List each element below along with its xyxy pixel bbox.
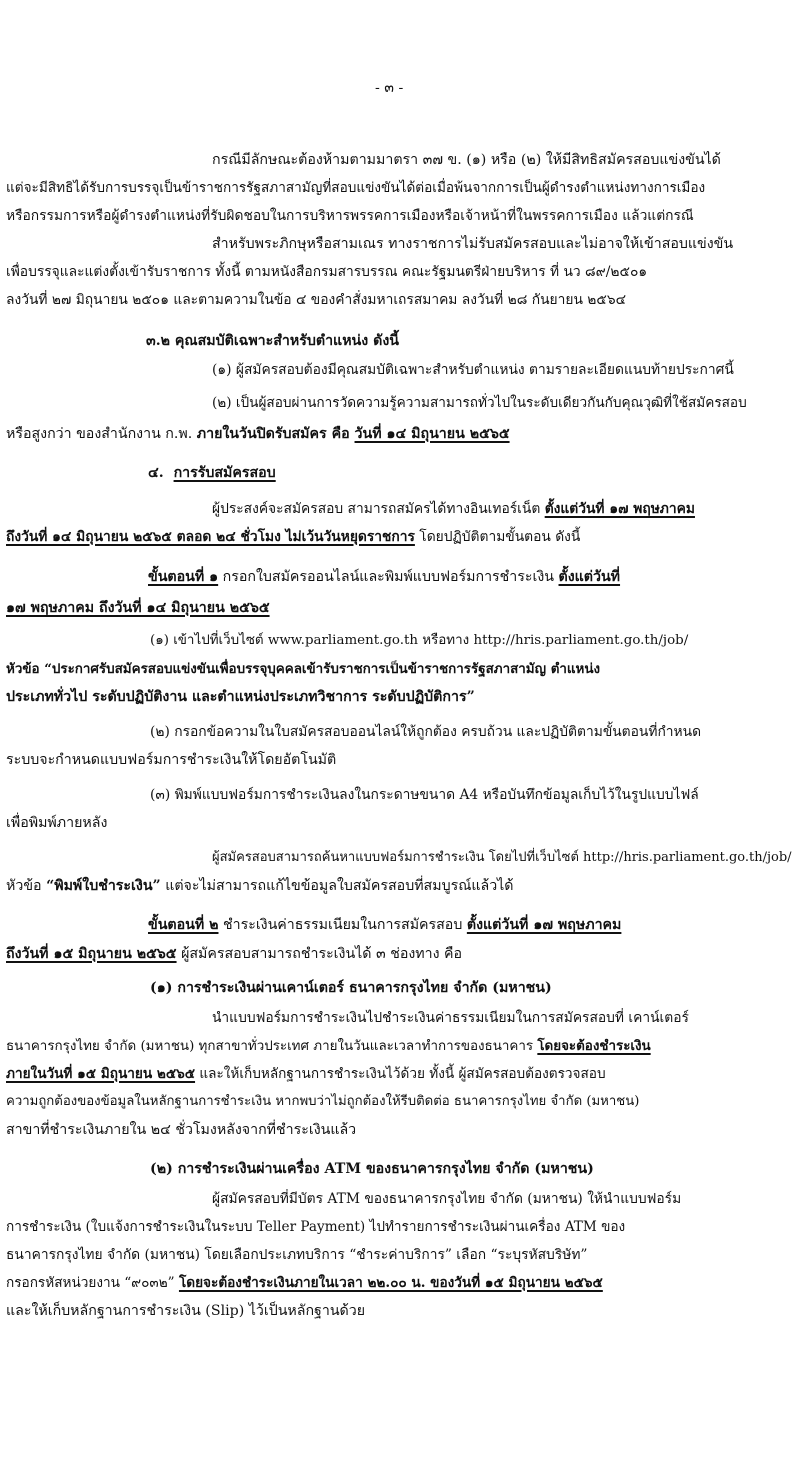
step1-date-range: ๑๗ พฤษภาคม ถึงวันที่ ๑๔ มิถุนายน ๒๕๖๕: [6, 600, 270, 616]
section-4-heading: [148, 463, 276, 483]
section-3-2-item-2-cont: [6, 424, 510, 444]
note-rest: แต่จะไม่สามารถแก้ไขข้อมูลใบสมัครสอบที่สมบูรณ์แล้วได้: [160, 878, 514, 894]
para1-line5: เพื่อบรรจุและแต่งตั้งเข้ารับราชการ ทั้งนี้ ตามหนังสือกรมสารบรรณ คณะรัฐมนตรีฝ่ายบริหาร ที่ นว ๘๙/๒๕๐๑: [6, 264, 648, 280]
step1-item1-line1: (๑) เข้าไปที่เว็บไซต์ www.parliament.go.th หรือทาง http://hris.parliament.go.th/job/: [150, 633, 689, 648]
intro-date-start: ตั้งแต่วันที่ ๑๗ พฤษภาคม: [544, 501, 695, 517]
item-2-cont-plain: หรือสูงกว่า ของสำนักงาน ก.พ.: [6, 426, 197, 442]
step1-item3-line1: (๓) พิมพ์แบบฟอร์มการชำระเงินลงในกระดาษขนาด A4 หรือบันทึกข้อมูลเก็บไว้ในรูปแบบไฟล์: [150, 787, 699, 803]
para1-line2: แต่จะมีสิทธิได้รับการบรรจุเป็นข้าราชการรัฐสภาสามัญที่สอบแข่งขันได้ต่อเมื่อพ้นจากการเป็นผู้ดำรงตำแหน่งทางการเมือง: [6, 180, 706, 196]
step2-label: ขั้นตอนที่ ๒: [148, 917, 219, 933]
note-topic-label: หัวข้อ: [6, 878, 47, 894]
step1-text: กรอกใบสมัครออนไลน์และพิมพ์แบบฟอร์มการชำระเงิน: [218, 569, 559, 585]
channel2-line2: การชำระเงิน (ใบแจ้งการชำระเงินในระบบ Teller Payment) ไปทำรายการชำระเงินผ่านเครื่อง ATM ของ: [6, 1219, 626, 1235]
c1-l3-plain: และให้เก็บหลักฐานการชำระเงินไว้ด้วย ทั้งนี้ ผู้สมัครสอบต้องตรวจสอบ: [195, 1066, 606, 1082]
intro-date-end: ถึงวันที่ ๑๔ มิถุนายน ๒๕๖๕ ตลอด ๒๔ ชั่วโมง ไม่เว้นวันหยุดราชการ: [6, 529, 415, 545]
step2-line1: [148, 915, 621, 935]
section-3-2-item-2: (๒) เป็นผู้สอบผ่านการวัดความรู้ความสามารถทั่วไปในระดับเดียวกันกับคุณวุฒิที่ใช้สมัครสอบ: [212, 395, 747, 411]
step1-item3-line2: เพื่อพิมพ์ภายหลัง: [6, 815, 108, 831]
step1-line1: [148, 567, 620, 587]
c1-l2-bold: โดยจะต้องชำระเงิน: [537, 1038, 651, 1054]
channel1-line4: ความถูกต้องของข้อมูลในหลักฐานการชำระเงิน หากพบว่าไม่ถูกต้องให้รีบติดต่อ ธนาคารกรุงไทย จำกัด (มหาชน): [6, 1094, 640, 1109]
step2-line2: [6, 944, 462, 964]
para1-line6: ลงวันที่ ๒๗ มิถุนายน ๒๕๐๑ และตามความในข้อ ๔ ของคำสั่งมหาเถรสมาคม ลงวันที่ ๒๘ กันยายน ๒๕๖๔: [6, 292, 627, 308]
step2-date-end: ถึงวันที่ ๑๕ มิถุนายน ๒๕๖๕: [6, 946, 177, 962]
c1-deadline: ภายในวันที่ ๑๕ มิถุนายน ๒๕๖๕: [6, 1066, 196, 1082]
para1-line3: หรือกรรมการหรือผู้ดำรงตำแหน่งที่รับผิดชอบในการบริหารพรรคการเมืองหรือเจ้าหน้าที่ในพรรคการเมือง แล้วแต่กรณี: [6, 208, 694, 224]
step1-item1-line3: ประเภททั่วไป ระดับปฏิบัติงาน และตำแหน่งประเภทวิชาการ ระดับปฏิบัติการ”: [6, 689, 475, 705]
step1-label: ขั้นตอนที่ ๑: [148, 569, 219, 585]
para1-line4: สำหรับพระภิกษุหรือสามเณร ทางราชการไม่รับสมัครสอบและไม่อาจให้เข้าสอบแข่งขัน: [212, 236, 734, 252]
c1-l2-plain: ธนาคารกรุงไทย จำกัด (มหาชน) ทุกสาขาทั่วประเทศ ภายในวันและเวลาทำการของธนาคาร: [6, 1039, 538, 1054]
channel2-line5: และให้เก็บหลักฐานการชำระเงิน (Slip) ไว้เป็นหลักฐานด้วย: [6, 1303, 366, 1319]
section-4-title: การรับสมัครสอบ: [173, 465, 276, 481]
closing-date: วันที่ ๑๔ มิถุนายน ๒๕๖๕: [354, 426, 510, 442]
step2-text: ชำระเงินค่าธรรมเนียมในการสมัครสอบ: [218, 917, 467, 933]
page-number: - ๓ -: [375, 80, 404, 96]
channel2-line3: ธนาคารกรุงไทย จำกัด (มหาชน) โดยเลือกประเภทบริการ “ชำระค่าบริการ” เลือก “ระบุรหัสบริษัท”: [6, 1247, 588, 1263]
channel2-heading: (๒) การชำระเงินผ่านเครื่อง ATM ของธนาคารกรุงไทย จำกัด (มหาชน): [150, 1161, 594, 1177]
channel1-heading: (๑) การชำระเงินผ่านเคาน์เตอร์ ธนาคารกรุงไทย จำกัด (มหาชน): [150, 980, 552, 996]
step1-item2-line2: ระบบจะกำหนดแบบฟอร์มการชำระเงินให้โดยอัตโนมัติ: [6, 752, 337, 768]
section-4-intro-line2: [6, 527, 580, 547]
c2-l4-plain: กรอกรหัสหน่วยงาน “๙๐๓๒”: [6, 1275, 179, 1291]
step1-note-line2: [6, 876, 514, 896]
intro-plain-end: โดยปฏิบัติตามขั้นตอน ดังนี้: [414, 529, 581, 545]
channel1-line1: นำแบบฟอร์มการชำระเงินไปชำระเงินค่าธรรมเนียมในการสมัครสอบที่ เคาน์เตอร์: [212, 1010, 689, 1026]
c2-deadline: โดยจะต้องชำระเงินภายในเวลา ๒๒.๐๐ น. ของวันที่ ๑๕ มิถุนายน ๒๕๖๕: [178, 1275, 603, 1291]
section-4-intro-line1: [212, 499, 695, 519]
note-topic-title: “พิมพ์ใบชำระเงิน”: [46, 878, 161, 894]
step1-item2-line1: (๒) กรอกข้อความในใบสมัครสอบออนไลน์ให้ถูกต้อง ครบถ้วน และปฏิบัติตามขั้นตอนที่กำหนด: [150, 724, 702, 740]
channel1-line2: [6, 1036, 651, 1057]
item1-topic-title: “ประกาศรับสมัครสอบแข่งขันเพื่อบรรจุบุคคลเข้ารับราชการเป็นข้าราชการรัฐสภาสามัญ ตำแหน่ง: [44, 661, 601, 677]
intro-plain: ผู้ประสงค์จะสมัครสอบ สามารถสมัครได้ทางอินเทอร์เน็ต: [212, 501, 545, 517]
section-3-2-heading: ๓.๒ คุณสมบัติเฉพาะสำหรับตำแหน่ง ดังนี้: [146, 333, 399, 349]
item1-topic-label: หัวข้อ: [6, 661, 45, 677]
channel1-line3: [6, 1064, 606, 1084]
channel1-line5: สาขาที่ชำระเงินภายใน ๒๔ ชั่วโมงหลังจากที่ชำระเงินแล้ว: [6, 1122, 357, 1138]
para1-line1: กรณีมีลักษณะต้องห้ามตามมาตรา ๓๗ ข. (๑) หรือ (๒) ให้มีสิทธิสมัครสอบแข่งขันได้: [212, 152, 721, 168]
step2-date-start: ตั้งแต่วันที่ ๑๗ พฤษภาคม: [466, 917, 622, 933]
item-2-cont-bold: ภายในวันปิดรับสมัคร คือ: [196, 426, 355, 442]
step1-item1-line2: [6, 659, 600, 680]
section-3-2-item-1: (๑) ผู้สมัครสอบต้องมีคุณสมบัติเฉพาะสำหรับตำแหน่ง ตามรายละเอียดแนบท้ายประกาศนี้: [212, 362, 734, 378]
step2-rest: ผู้สมัครสอบสามารถชำระเงินได้ ๓ ช่องทาง คือ: [176, 946, 463, 962]
channel2-line1: ผู้สมัครสอบที่มีบัตร ATM ของธนาคารกรุงไทย จำกัด (มหาชน) ให้นำแบบฟอร์ม: [212, 1191, 682, 1207]
channel2-line4: [6, 1273, 603, 1293]
step1-date-start: ตั้งแต่วันที่: [558, 569, 621, 585]
section-4-number: ๔.: [148, 465, 164, 481]
step1-note-line1: ผู้สมัครสอบสามารถค้นหาแบบฟอร์มการชำระเงิน โดยไปที่เว็บไซต์ http://hris.parliament.go.th/job/: [212, 850, 792, 865]
